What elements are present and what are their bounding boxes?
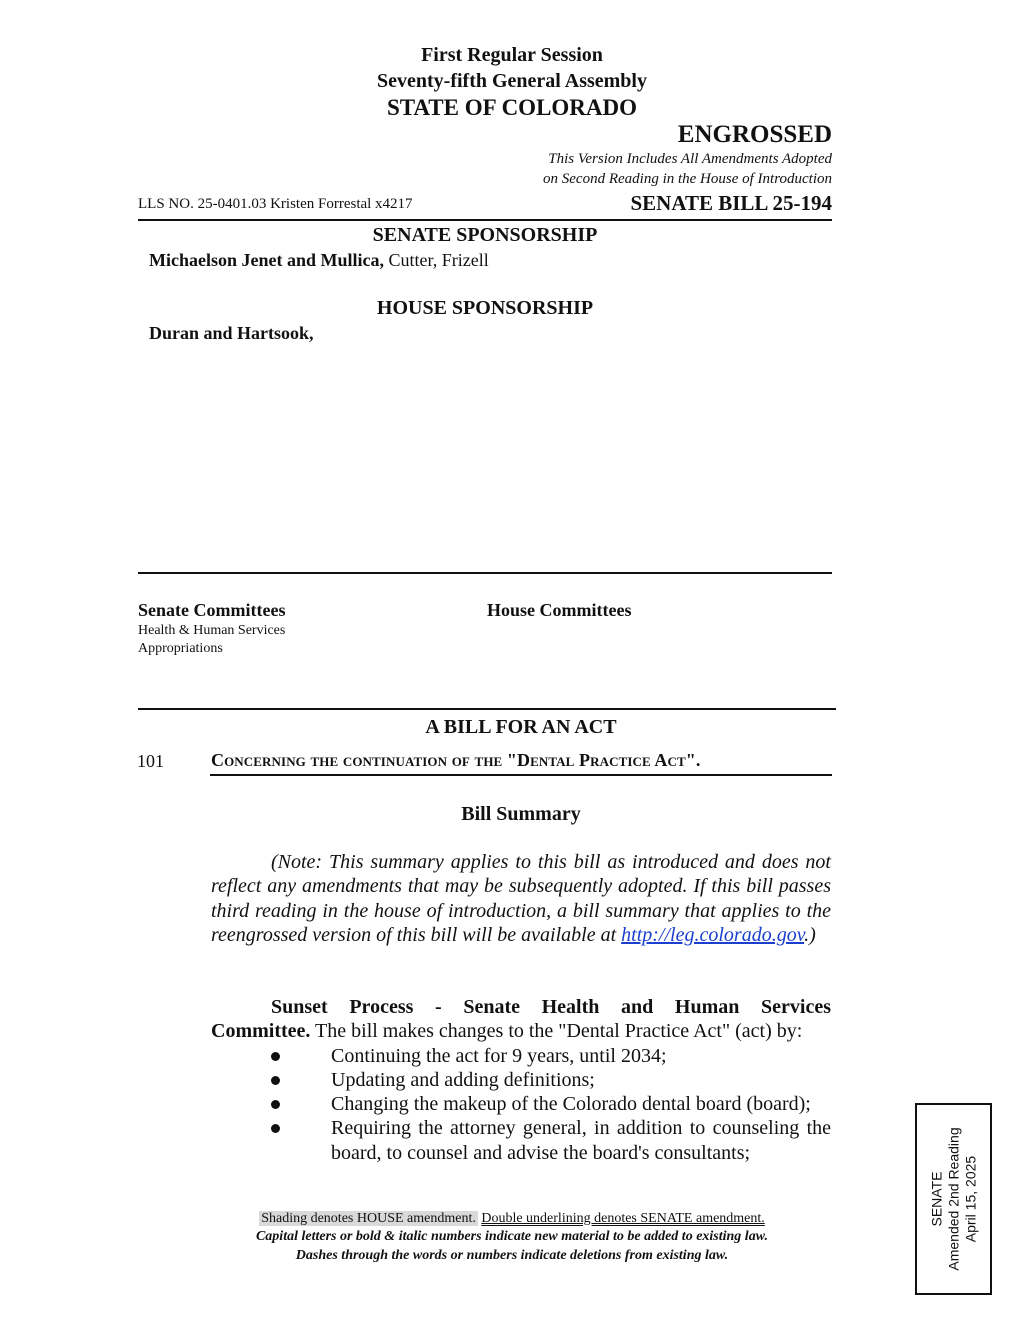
session-label: First Regular Session — [421, 44, 603, 66]
bill-title: Concerning the continuation of the "Dental Practice Act". — [211, 750, 701, 770]
bullet-icon — [271, 1124, 280, 1133]
stamp-text — [928, 1127, 979, 1270]
summary-heading: Bill Summary — [461, 803, 581, 825]
stamp-line-3: April 15, 2025 — [962, 1155, 978, 1243]
summary-note-end: .) — [804, 923, 816, 946]
summary-bullet — [211, 1068, 831, 1092]
assembly-label: Seventy-fifth General Assembly — [377, 70, 647, 92]
section-label: Sunset Process - Senate Health and Human Services Committee. — [211, 996, 831, 1043]
senate-other-sponsors: Cutter, Frizell — [388, 250, 489, 270]
bullet-text: Updating and adding definitions; — [331, 1068, 595, 1091]
lls-number: LLS NO. 25-0401.03 Kristen Forrestal x4217 — [138, 196, 413, 212]
line-number: 101 — [137, 751, 164, 771]
bullet-text: Changing the makeup of the Colorado dental board (board); — [331, 1093, 811, 1116]
footer-underline-note: Double underlining denotes SENATE amendment. — [481, 1211, 765, 1226]
bill-title-rule — [210, 774, 832, 776]
summary-link[interactable]: http://leg.colorado.gov — [621, 923, 805, 946]
footer-shading-note: Shading denotes HOUSE amendment. — [261, 1211, 476, 1226]
section-text: The bill makes changes to the "Dental Practice Act" (act) by: — [315, 1020, 803, 1043]
header-rule — [138, 219, 832, 221]
bullet-icon — [271, 1052, 280, 1061]
bill-top-rule — [138, 708, 836, 710]
stamp-line-1: SENATE — [928, 1171, 944, 1227]
senate-sponsorship-title: SENATE SPONSORSHIP — [372, 224, 598, 246]
footer-line-2: Capital letters or bold & italic numbers indicate new material to be added to existing law. — [255, 1229, 769, 1244]
summary-note — [211, 850, 831, 947]
senate-primary-sponsors: Michaelson Jenet and Mullica, — [149, 250, 384, 270]
bullet-icon — [271, 1076, 280, 1085]
senate-amendment-stamp — [915, 1103, 992, 1295]
committees-top-rule — [138, 572, 832, 574]
senate-committee-2: Appropriations — [138, 641, 223, 656]
version-note-2: on Second Reading in the House of Introduction — [543, 171, 832, 187]
bullet-text: Continuing the act for 9 years, until 2034; — [331, 1044, 667, 1067]
senate-committee-1: Health & Human Services — [138, 623, 286, 638]
state-label: STATE OF COLORADO — [386, 95, 638, 120]
version-note-1: This Version Includes All Amendments Adopted — [548, 151, 832, 167]
house-sponsorship-title: HOUSE SPONSORSHIP — [376, 297, 594, 319]
summary-section — [211, 995, 831, 1165]
senate-sponsors — [149, 250, 489, 271]
house-primary-sponsors: Duran and Hartsook, — [149, 323, 314, 343]
house-committees-title: House Committees — [487, 600, 632, 620]
summary-bullet — [211, 1116, 831, 1165]
summary-note-text: (Note: This summary applies to this bill as introduced and does not reflect any amendments that may be subsequently adopted. If this bill passes third reading in the house of introduction, a bill summary that applies to the reengrossed version of this bill will be available at — [211, 851, 831, 946]
stamp-line-2: Amended 2nd Reading — [945, 1127, 961, 1271]
footer-legend — [0, 1211, 1024, 1227]
bill-number: SENATE BILL 25-194 — [630, 191, 832, 215]
summary-bullet — [211, 1044, 831, 1068]
version-label: ENGROSSED — [677, 121, 832, 148]
bill-heading: A BILL FOR AN ACT — [425, 716, 617, 738]
senate-committees-title: Senate Committees — [138, 600, 286, 620]
bullet-text: Requiring the attorney general, in addition to counseling the board, to counsel and advise the board's consultants; — [331, 1117, 831, 1164]
summary-bullet — [211, 1092, 831, 1116]
bullet-icon — [271, 1100, 280, 1109]
footer-line-3: Dashes through the words or numbers indicate deletions from existing law. — [295, 1248, 729, 1263]
